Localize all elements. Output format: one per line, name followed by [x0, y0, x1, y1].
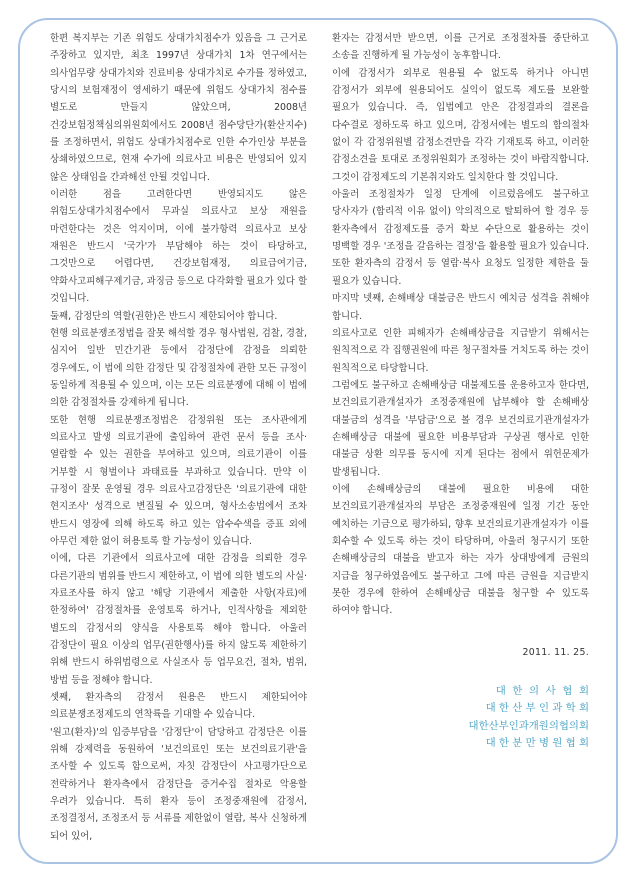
organization-name: 대한산부인과개원의협의회 [468, 719, 589, 732]
right-column [332, 30, 589, 753]
paragraph: '원고(환자)'의 입증부담을 '감정단'이 담당하고 감정단은 이를 위해 강제력을 동원하여 '보건의료인 또는 보건의료기관'을 조사할 수 있도록 함으로써, 자칫 감정단이 사고평가단으로 전락하거나 환자측에서 감정단을 증거수집 절차로 악용할 우려가 있습니다. 특히 환자 등이 조정중재원에 감정서, 조정결정서, 조정조서 등 서류를 제한없이 열람, 복사 신청하게 되어 있어, [50, 726, 307, 842]
paragraph: 그럼에도 불구하고 손해배상금 대불제도를 운용하고자 한다면, 보건의료기관개설자가 조정중재원에 납부해야 할 손해배상 대불금의 성격을 '부담금'으로 볼 경우 보건의료기관개설자가 손해배상금 대불에 필요한 비용부담과 구상권 행사로 인한 대불금 상환 의무를 동시에 지게 된다는 점에서 위헌문제가 발생됩니다. [332, 379, 589, 478]
paragraph: 셋째, 환자측의 감정서 원용은 반드시 제한되어야 의료분쟁조정제도의 연착륙을 기대할 수 있습니다. [50, 692, 307, 721]
paragraph: 아울러 조정절차가 일정 단계에 이르렀음에도 불구하고 당사자가 (합리적 이유 없이) 악의적으로 탈퇴하여 할 경우 등 환자측에서 감정제도를 증거 확보 수단으로 활용하는 것이 명백할 경우 '조정을 갈음하는 결정'을 활용할 필요가 있습니다. 또한 환자측의 감정서 등 열람·복사 요청도 일정한 제한을 둘 필요가 있습니다. [332, 189, 589, 287]
organization-name: 대 한 의 사 협 회 [495, 685, 589, 698]
paragraph: 또한 현행 의료분쟁조정법은 감정위원 또는 조사관에게 의료사고 발생 의료기관에 출입하여 관련 문서 등을 조사·열람할 수 있는 권한을 부여하고 있으며, 의료기관이 이를 거부할 시 형벌이나 과태료를 부과하고 있습니다. 만약 이 규정이 잘못 운영될 경우 의료사고감정단은 '의료기관에 대한 현지조사' 성격으로 변질될 수 있으며, 형사소송법에서 조차 반드시 영장에 의해 하도록 하고 있는 압수수색을 증표 외에 아무런 제한 없이 허용토록 할 가능성이 있습니다. [50, 414, 307, 547]
paragraph: 이에, 다른 기관에서 의료사고에 대한 감정을 의뢰한 경우 다른기관의 범위를 반드시 제한하고, 이 법에 의한 별도의 사실·자료조사를 하지 않고 '해당 기관에서 제출한 사항(자료)에 한정하여' 감정절차를 운영토록 하거나, 인적사항을 제외한 별도의 감정서의 양식을 사용토록 해야 합니다. 아울러 감정단이 필요 이상의 업무(권한행사)를 하지 않도록 제한하기 위해 반드시 하위법령으로 사실조사 등 업무요건, 절차, 범위, 방법 등을 정해야 합니다. [50, 553, 307, 686]
paragraph: 이러한 점을 고려한다면 반영되지도 않은 위험도상대가치점수에서 무과실 의료사고 보상 재원을 마련한다는 것은 억지이며, 이에 불가항력 의료사고 보상 재원은 반드시 '국가'가 부담해야 하는 것이 타당하고, 그것만으로 어렵다면, 건강보험재정, 의료급여기금, 약화사고피해구제기금, 과징금 등으로 다각화할 필요가 있다 할 것입니다. [50, 189, 307, 305]
paragraph: 마지막 넷째, 손해배상 대불금은 반드시 예치금 성격을 취해야 합니다. [332, 293, 589, 322]
paragraph: 의료사고로 인한 피해자가 손해배상금을 지급받기 위해서는 원칙적으로 각 집행권원에 따른 청구절차를 거치도록 하는 것이 원칙적으로 타당합니다. [332, 327, 589, 374]
paragraph: 환자는 감정서만 받으면, 이를 근거로 조정절차를 중단하고 소송을 진행하게 될 가능성이 농후합니다. [332, 33, 589, 62]
paragraph: 이에 손해배상금의 대불에 필요한 비용에 대한 보건의료기관개설자의 부담은 조정중재원에 일정 기간 동안 예치하는 기금으로 평가하되, 향후 보건의료기관개설자가 이를 회수할 수 있도록 하는 것이 타당하며, 아울러 청구시기 또한 손해배상금의 대불을 받고자 하는 자가 상대방에게 금원의 지급을 청구하였음에도 불구하고 그에 따른 금원을 지급받지 못한 경우에 한하여 손해배상금 대불을 청구할 수 있도록 하여야 합니다. [332, 483, 589, 617]
paragraph: 현행 의료분쟁조정법을 잘못 해석할 경우 형사법원, 검찰, 경찰, 심지어 일반 민간기관 등에서 감정단에 감정을 의뢰한 경우에도, 이 법에 의한 감정단 및 감정절차에 관한 모든 규정이 동일하게 적용될 수 있으며, 이는 모든 의료분쟁에 대해 이 법에 의한 감정절차를 강제하게 됩니다. [50, 327, 307, 409]
paragraph: 이에 감정서가 외부로 원용될 수 없도록 하거나 아니면 감정서가 외부에 원용되어도 실익이 없도록 제도를 보완할 필요가 있습니다. 즉, 입법예고 안은 감정결과의 결론을 다수결로 정하도록 하고 있으며, 감정서에는 별도의 합의절차 없이 각 감정위원별 감정소견만을 각각 기재토록 하고, 이러한 감정소견을 토대로 조정위원회가 조정하는 것이 바람직합니다. 그것이 감정제도의 기본취지와도 일치한다 할 것입니다. [332, 67, 589, 183]
document-date: 2011. 11. 25. [522, 646, 589, 658]
paragraph: 한편 복지부는 기존 위험도 상대가치점수가 있음을 그 근거로 주장하고 있지만, 최초 1997년 상대가치 1차 연구에서는 의사업무량 상대가치와 진료비용 상대가치로 수가를 정하였고, 당시의 보험재정이 영세하기 때문에 위험도 상대가치 점수를 별도로 만들지 않았으며, 2008년 건강보험정책심의위원회에서도 2008년 점수당단가(환산지수)를 조정하면서, 위험도 상대가치점수로 인한 수가인상 부분을 상쇄하였으므로, 현재 수가에 의료사고 비용은 반영되어 있지 않은 상태임을 간과해선 안될 것입니다. [50, 33, 307, 183]
left-column [50, 30, 307, 845]
paragraph: 둘째, 감정단의 역할(권한)은 반드시 제한되어야 합니다. [50, 310, 278, 322]
signatory-organizations [332, 683, 589, 753]
organization-name: 대 한 산 부 인 과 학 회 [485, 702, 589, 715]
organization-name: 대 한 분 만 병 원 협 회 [485, 737, 589, 750]
